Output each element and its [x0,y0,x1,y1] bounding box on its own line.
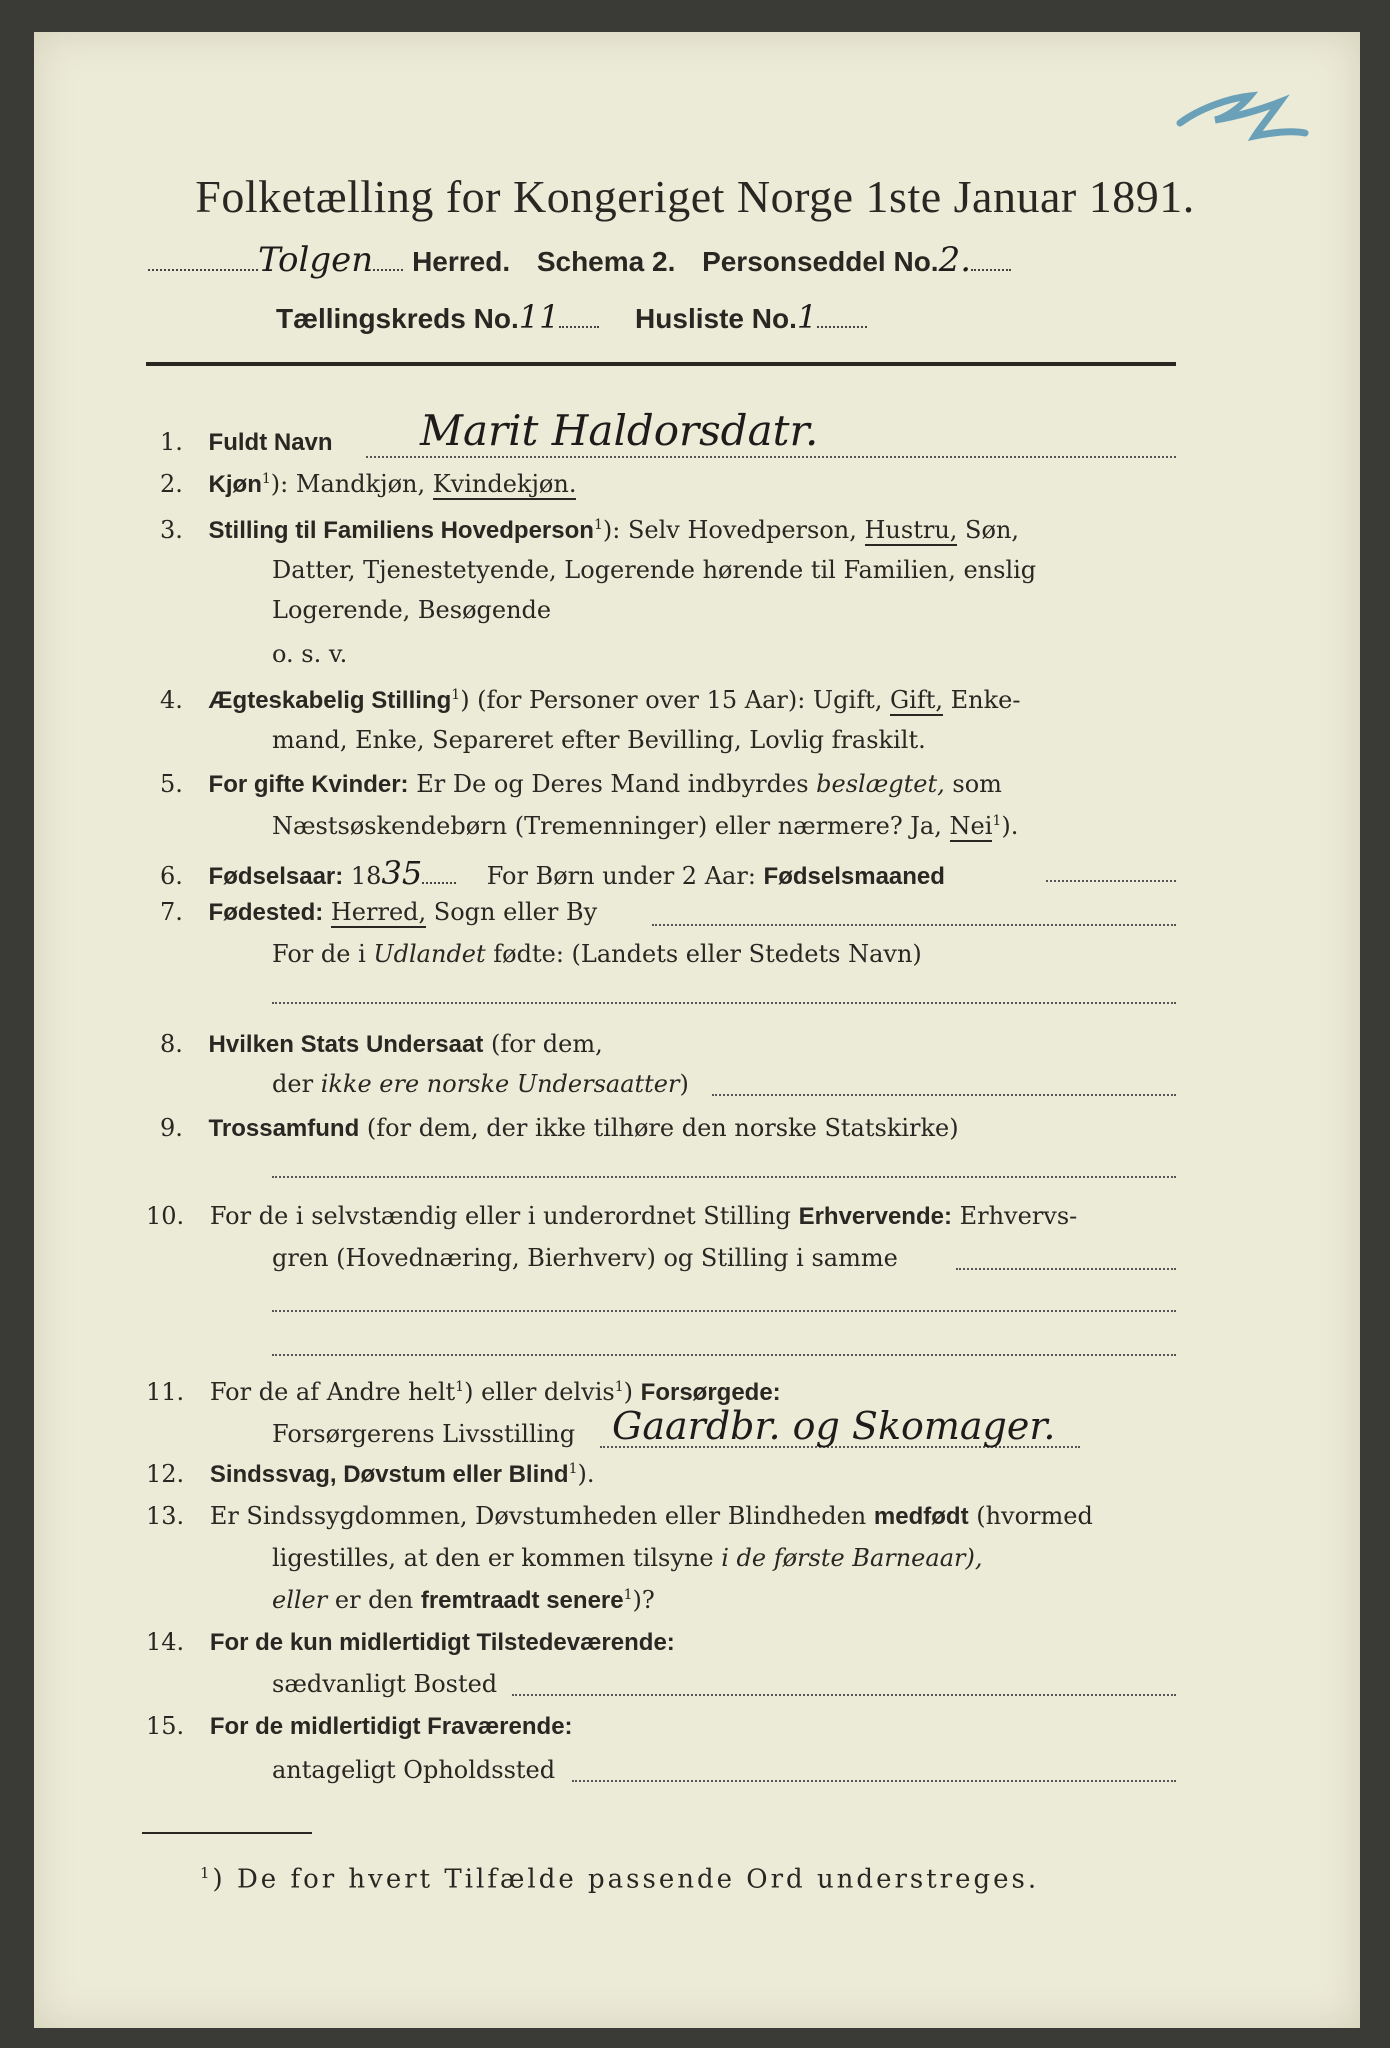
header-rule [146,362,1176,366]
q11-value: Gaardbr. og Skomager. [612,1404,1056,1448]
husliste-label: Husliste No. [635,303,797,334]
q10-blank-line-1 [272,1310,1176,1312]
q3-text-a: ): Selv Hovedperson, [602,516,857,544]
q3-number: 3. [160,516,183,544]
q5-text-b: som [952,770,1002,798]
q3-line-3: Logerende, Besøgende [272,596,552,624]
form-title: Folketælling for Kongeriget Norge 1ste Januar 1891. [195,171,1195,222]
question-11: 11. For de af Andre helt$^1$) eller delvis$^1$) Forsørgede: [146,1378,781,1406]
header-line-kreds [276,298,867,336]
q11-text-a: For de af Andre helt [209,1378,456,1406]
q8-number: 8. [160,1030,183,1058]
q4-text-a: ) (for Personer over 15 Aar): Ugift, [460,686,883,714]
q7-line2-b: fødte: (Landets eller Stedets Navn) [493,940,922,968]
q3-label: Stilling til Familiens Hovedperson [208,517,594,544]
q10-number: 10. [146,1202,185,1230]
q2-selected-option: Kvindekjøn. [432,470,577,498]
q5-label: For gifte Kvinder: [208,771,409,798]
footnote-text: ) De for hvert Tilfælde passende Ord understreges. [212,1864,1040,1895]
q8-line-2 [272,1070,689,1098]
q15-number: 15. [146,1712,185,1740]
q7-label: Fødested: [208,899,324,926]
q7-text: Sogn eller By [433,898,598,926]
q8-italic: ikke ere norske Undersaatter [320,1070,680,1098]
question-9 [160,1114,959,1143]
q10-text-a: For de i selvstændig eller i underordnet Stilling [209,1202,791,1230]
q13-line3-label: fremtraadt senere [420,1587,624,1614]
q2-text: ): Mandkjøn, [270,470,426,498]
q6-number: 6. [160,862,183,890]
q13-label: medfødt [873,1503,969,1530]
personseddel-value: 2. [938,240,972,280]
q3-selected-option: Hustru, [864,516,958,544]
q4-line-2: mand, Enke, Separeret efter Bevilling, Lovlig fraskilt. [272,726,926,754]
question-4 [160,686,1020,715]
q5-selected-option: Nei [949,812,993,840]
q3-line-4: o. s. v. [272,640,348,668]
q9-blank-line [272,1176,1176,1178]
q14-line-2: sædvanligt Bosted [272,1670,498,1698]
q8-text: (for dem, [490,1030,603,1058]
q12-number: 12. [146,1460,185,1488]
q7-fill-line [652,924,1176,926]
footnote-rule [142,1832,312,1834]
q11-footnote-mark-1: 1 [455,1379,465,1395]
question-15 [146,1712,573,1741]
q2-label: Kjøn [208,471,262,498]
q13-text-b: (hvormed [976,1502,1093,1530]
q7-selected-option: Herred, [330,898,427,926]
q12-label: Sindssvag, Døvstum eller Blind [209,1461,569,1488]
q7-number: 7. [160,898,183,926]
q12-footnote-mark: 1 [568,1461,578,1477]
q5-text-a: Er De og Deres Mand indbyrdes [416,770,809,798]
q1-label: Fuldt Navn [208,429,333,456]
q2-number: 2. [160,470,183,498]
q13-line3-b: )? [632,1586,655,1614]
q7-line-2 [272,940,922,968]
q5-footnote-mark: 1 [992,813,1002,829]
q3-text-b: Søn, [965,516,1020,544]
q4-number: 4. [160,686,183,714]
q1-name-value: Marit Haldorsdatr. [420,406,819,455]
q6-text: For Børn under 2 Aar: [486,862,756,890]
personseddel-label: Personseddel No. [702,246,939,277]
q14-fill-line [512,1694,1176,1696]
question-5 [160,770,1002,799]
q10-text-b: Erhvervs- [959,1202,1078,1230]
q13-line3-italic: eller [272,1586,328,1614]
q6-year-value: 35 [381,854,423,892]
question-2 [160,470,576,499]
q13-footnote-mark: 1 [623,1587,633,1603]
footnote-mark: 1 [200,1864,213,1882]
q8-fill-line [712,1094,1176,1096]
q13-line-3 [272,1586,655,1615]
q7-blank-line [272,1002,1176,1004]
herred-value: Tolgen [258,240,374,280]
q13-number: 13. [146,1502,185,1530]
question-7 [160,898,597,927]
question-6 [160,854,945,892]
footnote [200,1864,1039,1895]
q11-number: 11. [146,1378,185,1406]
blue-ink-mark [1170,78,1310,158]
herred-label: Herred. [412,246,511,277]
q6-label: Fødselsaar: [208,863,344,890]
q10-line-2: gren (Hovednæring, Bierhverv) og Stilling i samme [272,1244,898,1272]
q4-text-b: Enke- [950,686,1021,714]
q7-line2-a: For de i [272,940,366,968]
q14-number: 14. [146,1628,185,1656]
q10-label: Erhvervende: [798,1203,952,1230]
q11-line-2: Forsørgerens Livsstilling [272,1420,576,1448]
q11-label: Forsørgede: [640,1379,781,1406]
q13-line2-a: ligestilles, at den er kommen tilsyne [272,1544,714,1572]
q1-number: 1. [160,428,183,456]
q3-footnote-mark: 1 [593,517,603,533]
question-10 [146,1202,1077,1231]
q5-number: 5. [160,770,183,798]
kreds-label: Tællingskreds No. [276,303,519,334]
q15-label: For de midlertidigt Fraværende: [209,1713,573,1740]
q15-line-2: antageligt Opholdssted [272,1756,556,1784]
q4-selected-option: Gift, [889,686,943,714]
q4-footnote-mark: 1 [451,687,461,703]
q11-footnote-mark-2: 1 [614,1379,624,1395]
question-1 [160,428,333,457]
q5-line2-text: Næstsøskendebørn (Tremenninger) eller nærmere? Ja, [272,812,942,840]
question-12: 12. Sindssvag, Døvstum eller Blind$^1$). [146,1460,595,1488]
q8-line2-a: der [272,1070,314,1098]
q13-italic: i de første Barneaar), [721,1544,983,1572]
q3-line-2: Datter, Tjenestetyende, Logerende hørende til Familien, enslig [272,556,1037,584]
husliste-value: 1 [796,298,818,336]
q13-line-2 [272,1544,982,1572]
q9-label: Trossamfund [208,1115,360,1142]
q5-line-2 [272,812,1018,840]
q8-label: Hvilken Stats Undersaat [208,1031,484,1058]
q14-label: For de kun midlertidigt Tilstedeværende: [209,1629,675,1656]
q1-fill-line [366,456,1176,458]
q11-text-b: ) eller delvis [464,1378,615,1406]
q13-text-a: Er Sindssygdommen, Døvstumheden eller Blindheden [209,1502,867,1530]
q5-italic: beslægtet, [816,770,945,798]
q6-label-2: Fødselsmaaned [763,863,945,890]
q6-fill-line [1046,880,1176,882]
question-14 [146,1628,675,1657]
q10-blank-line-2 [272,1354,1176,1356]
header-line-herred [148,240,1011,280]
question-3 [160,516,1019,545]
q13-line3-a: er den [334,1586,414,1614]
q6-year-prefix: 18 [350,862,382,890]
q10-fill-line [956,1268,1176,1270]
q9-text: (for dem, der ikke tilhøre den norske Statskirke) [366,1114,959,1142]
question-13 [146,1502,1093,1531]
kreds-value: 11 [518,298,560,336]
schema-label: Schema 2. [536,246,676,277]
question-8 [160,1030,603,1059]
q8-line2-b: ) [679,1070,689,1098]
q2-footnote-mark: 1 [261,471,271,487]
q9-number: 9. [160,1114,183,1142]
q15-fill-line [572,1780,1176,1782]
q5-line2-end: ). [1001,812,1019,840]
q4-label: Ægteskabelig Stilling [208,687,452,714]
q7-italic: Udlandet [373,940,486,968]
